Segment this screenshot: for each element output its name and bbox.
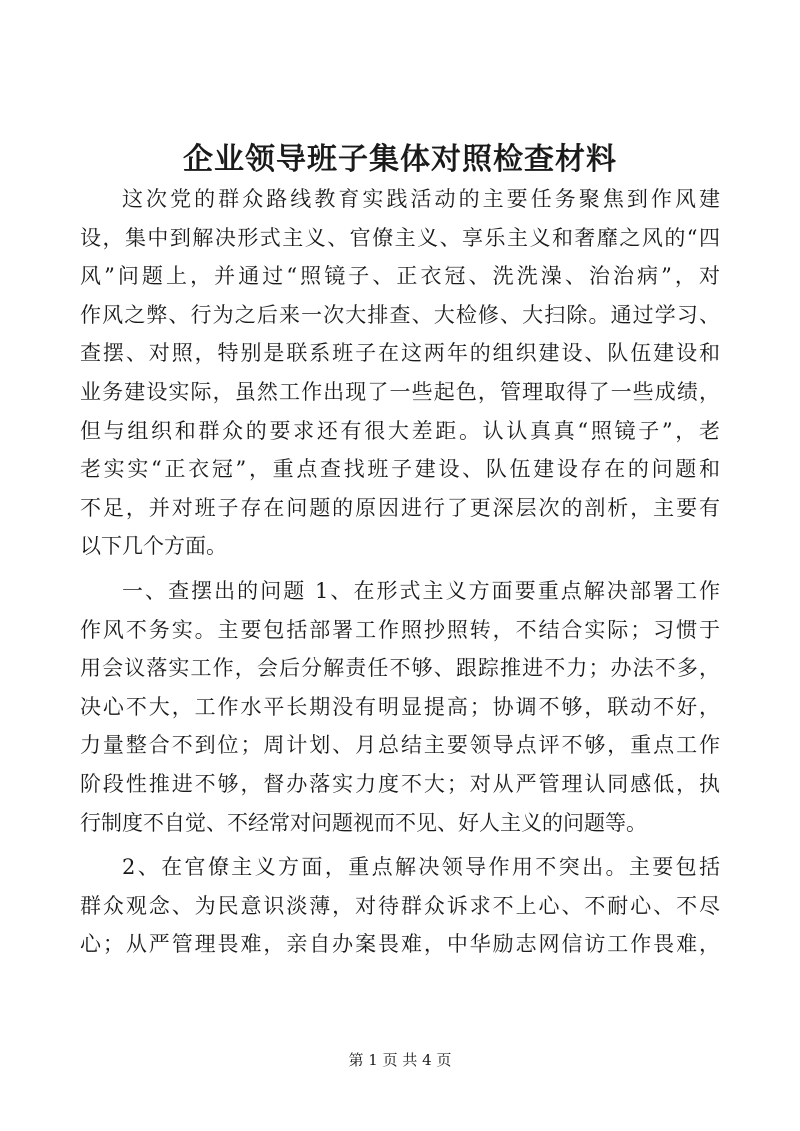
text-line: 一、查摆出的问题 1、在形式主义方面要重点解决部署工作 [122, 578, 720, 603]
text-line: 设，集中到解决形式主义、官僚主义、享乐主义和奢靡之风的“四 [80, 225, 720, 250]
document-body [80, 180, 720, 964]
text-line: 群众观念、为民意识淡薄，对待群众诉求不上心、不耐心、不尽 [80, 893, 720, 918]
text-line: 用会议落实工作，会后分解责任不够、跟踪推进不力；办法不多， [80, 656, 720, 681]
document-title: 企业领导班子集体对照检查材料 [183, 142, 617, 177]
text-line: 不足，并对班子存在问题的原因进行了更深层次的剖析，主要有 [80, 495, 720, 520]
text-line: 风”问题上，并通过“照镜子、正衣冠、洗洗澡、治治病”，对 [80, 264, 720, 289]
text-line: 2、在官僚主义方面，重点解决领导作用不突出。主要包括 [122, 855, 720, 880]
text-line: 业务建设实际，虽然工作出现了一些起色，管理取得了一些成绩， [80, 379, 720, 404]
paragraph-1 [80, 180, 720, 566]
paragraph-2 [80, 572, 720, 842]
text-line: 但与组织和群众的要求还有很大差距。认认真真“照镜子”，老 [80, 418, 720, 443]
text-line: 阶段性推进不够，督办落实力度不大；对从严管理认同感低，执 [80, 771, 720, 796]
text-line: 心；从严管理畏难，亲自办案畏难，中华励志网信访工作畏难， [80, 932, 720, 957]
text-line: 老实实“正衣冠”，重点查找班子建设、队伍建设存在的问题和 [80, 457, 720, 482]
text-line: 力量整合不到位；周计划、月总结主要领导点评不够，重点工作 [80, 733, 720, 758]
paragraph-3 [80, 848, 720, 964]
text-line: 查摆、对照，特别是联系班子在这两年的组织建设、队伍建设和 [80, 341, 720, 366]
text-line: 作风之弊、行为之后来一次大排查、大检修、大扫除。通过学习、 [80, 302, 720, 327]
text-line: 决心不大，工作水平长期没有明显提高；协调不够，联动不好， [80, 694, 720, 719]
text-line: 行制度不自觉、不经常对问题视而不见、好人主义的问题等。 [80, 810, 647, 835]
text-line: 这次党的群众路线教育实践活动的主要任务聚焦到作风建 [122, 187, 720, 211]
text-line: 作风不务实。主要包括部署工作照抄照转，不结合实际；习惯于 [80, 617, 720, 642]
page-number-footer: 第 1 页 共 4 页 [348, 1051, 452, 1069]
text-line: 以下几个方面。 [80, 534, 227, 559]
